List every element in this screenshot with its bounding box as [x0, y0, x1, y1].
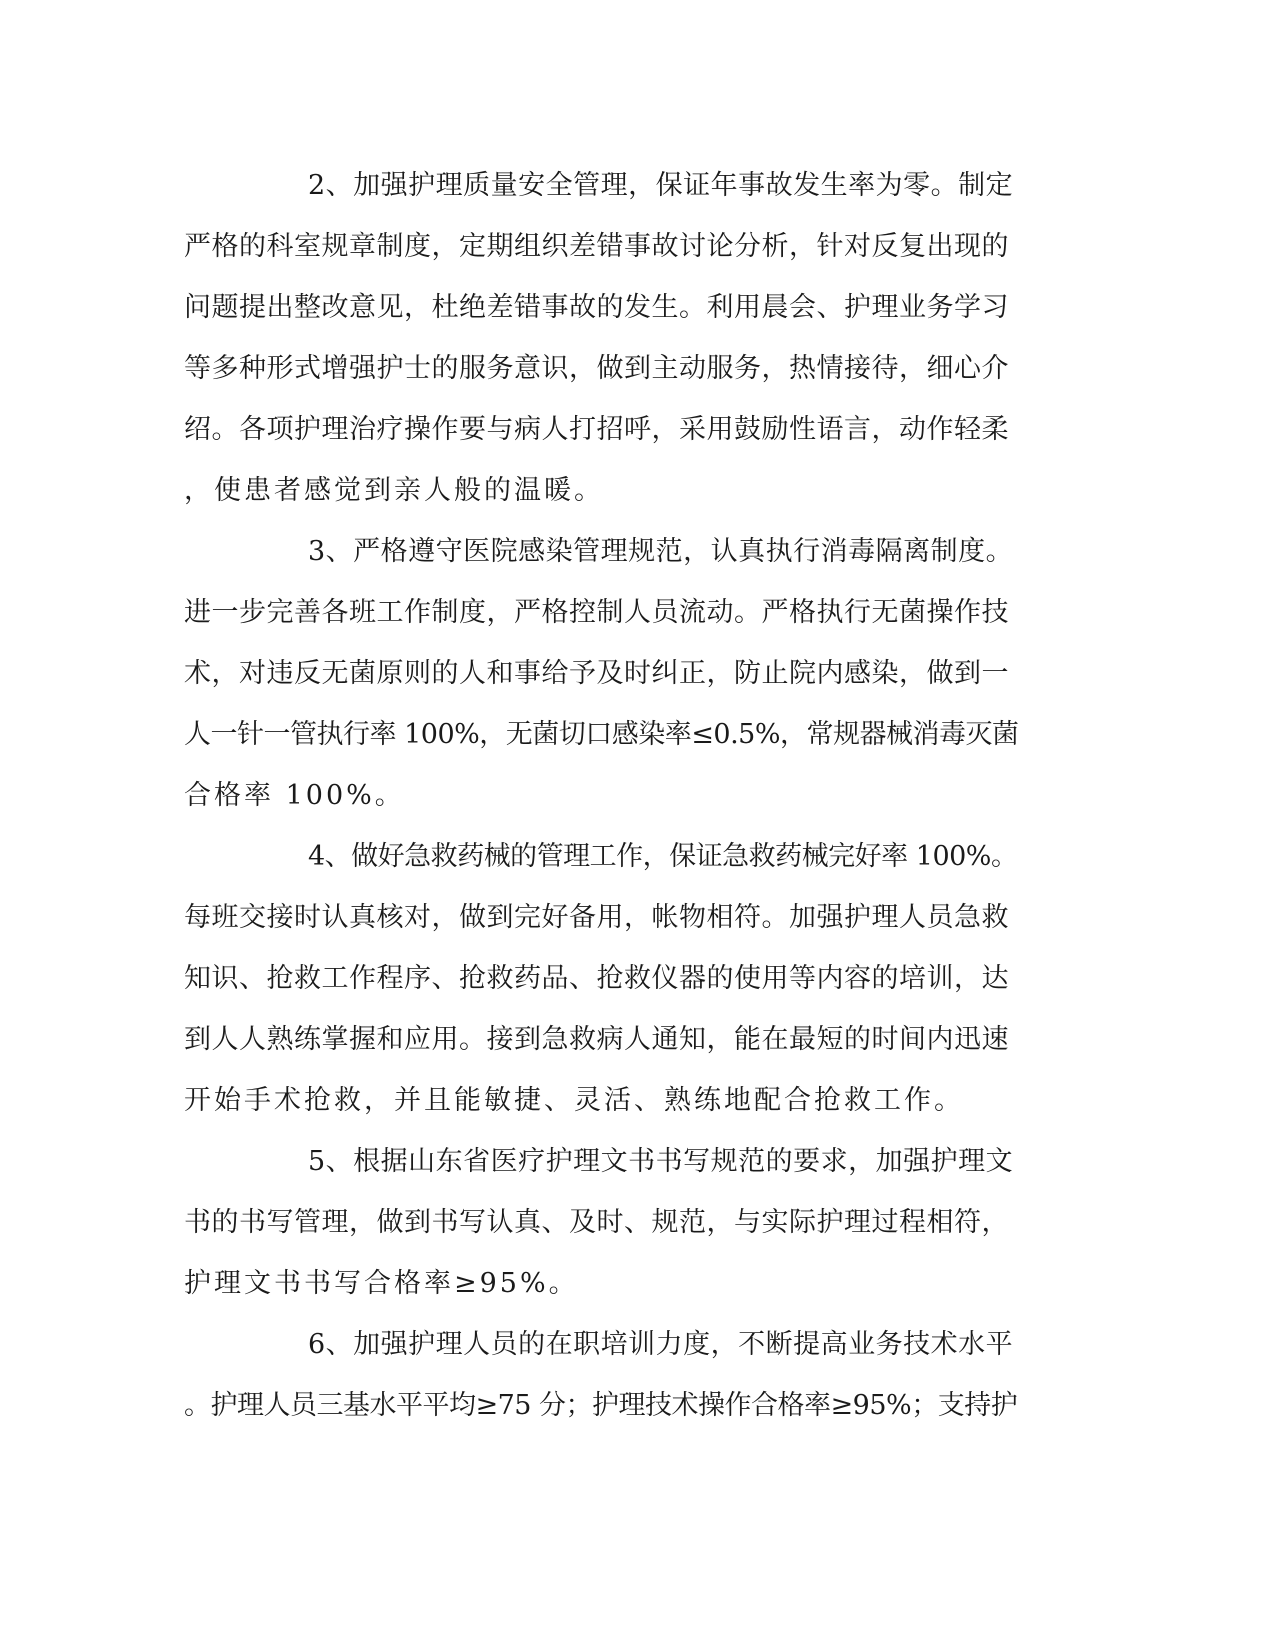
text-line: 5、根据山东省医疗护理文书书写规范的要求，加强护理文: [308, 1146, 1014, 1177]
text-line: 进一步完善各班工作制度，严格控制人员流动。严格执行无菌操作技: [184, 597, 1009, 628]
text-line: ，使患者感觉到亲人般的温暖。: [184, 475, 604, 506]
text-line: 绍。各项护理治疗操作要与病人打招呼，采用鼓励性语言，动作轻柔: [184, 414, 1009, 445]
paragraph-3: [184, 521, 1020, 826]
document-body: [184, 155, 1020, 1436]
text-line: 书的书写管理，做到书写认真、及时、规范，与实际护理过程相符，: [184, 1207, 1009, 1238]
text-line: 4、做好急救药械的管理工作，保证急救药械完好率 100%。: [308, 841, 1018, 872]
text-line: 等多种形式增强护士的服务意识，做到主动服务，热情接待，细心介: [184, 353, 1009, 384]
text-line: 2、加强护理质量安全管理，保证年事故发生率为零。制定: [308, 170, 1014, 201]
text-line: 6、加强护理人员的在职培训力度，不断提高业务技术水平: [308, 1329, 1014, 1360]
text-line: 。护理人员三基水平平均≥75 分；护理技术操作合格率≥95%；支持护: [184, 1390, 1018, 1421]
text-line: 人一针一管执行率 100%，无菌切口感染率≤0.5%，常规器械消毒灭菌: [184, 719, 1019, 750]
text-line: 问题提出整改意见，杜绝差错事故的发生。利用晨会、护理业务学习: [184, 292, 1009, 323]
paragraph-5: [184, 1131, 1020, 1314]
text-line: 知识、抢救工作程序、抢救药品、抢救仪器的使用等内容的培训，达: [184, 963, 1009, 994]
text-line: 3、严格遵守医院感染管理规范，认真执行消毒隔离制度。: [308, 536, 1014, 567]
text-line: 严格的科室规章制度，定期组织差错事故讨论分析，针对反复出现的: [184, 231, 1009, 262]
paragraph-2: [184, 155, 1020, 521]
text-line: 到人人熟练掌握和应用。接到急救病人通知，能在最短的时间内迅速: [184, 1024, 1009, 1055]
text-line: 合格率 100%。: [184, 780, 405, 811]
paragraph-4: [184, 826, 1020, 1131]
paragraph-6: [184, 1314, 1020, 1436]
text-line: 护理文书书写合格率≥95%。: [184, 1268, 579, 1299]
text-line: 术，对违反无菌原则的人和事给予及时纠正，防止院内感染，做到一: [184, 658, 1009, 689]
text-line: 开始手术抢救，并且能敏捷、灵活、熟练地配合抢救工作。: [184, 1085, 964, 1116]
text-line: 每班交接时认真核对，做到完好备用，帐物相符。加强护理人员急救: [184, 902, 1009, 933]
